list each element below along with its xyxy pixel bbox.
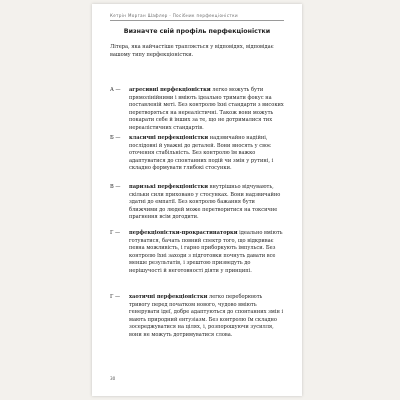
entry-text — [129, 87, 284, 133]
entry-text — [129, 230, 284, 276]
entry-text — [129, 135, 284, 173]
page-number: 30 — [110, 376, 116, 381]
entry-term: хаотичні перфекціоністки — [129, 294, 208, 300]
intro-paragraph: Літера, яка найчастіше трапляється у відповідях, відповідає вашому типу перфекціоністки. — [110, 44, 274, 58]
entry-description: легко переборюють тривогу перед початком нового, чудово вміють генерувати ідеї, добре адаптуються до спонтанних змін і мають природний ентузіазм. Без контролю їм складно зосереджуватися на цілях, і, розпорошуючи зусилля, вони не можуть дотримуватися слова. — [129, 294, 284, 338]
section-heading: Визначте свій профіль перфекціоністки — [123, 28, 271, 35]
entry-letter: А — — [110, 87, 121, 93]
entry-letter: В — — [110, 184, 121, 190]
entry-description: надзвичайно надійні, послідовні й уважні до деталей. Вони вносять у своє оточення стабільність. Без контролю їм важко адаптуватися до спонтанних подій чи змін у рутині, і складно формувати глибокі стосунки. — [129, 135, 274, 172]
entry-description: ідеально вміють готуватися, бачать повний спектр того, що відкриває певна можливість, і гарно приборкують імпульси. Без контролю їхні заходи з підготовки почнуть давати все менше результатів, і зрештою призведуть до нерішучості й неготовності діяти у принципі. — [129, 230, 283, 274]
entry-text — [129, 184, 284, 222]
entry-letter: Г — — [110, 294, 121, 300]
header-rule — [110, 20, 284, 21]
running-header: Кетрін Морган Шафлер · Посібник перфекціоністки — [110, 13, 238, 18]
entry-term: паризькі перфекціоністки — [129, 184, 208, 190]
entry-e — [110, 294, 284, 340]
entry-letter: Г — — [110, 230, 121, 236]
entry-term: перфекціоністки-прокрастинаторки — [129, 230, 238, 236]
entry-c — [110, 184, 284, 222]
entry-a — [110, 87, 284, 133]
entry-description: внутрішньо відчувають, скільки сили приховано у стосунках. Вони надзвичайно здатні до емпатії. Без контролю бажання бути ближчими до людей може перетворитися на токсичне прагнення всім догодити. — [129, 184, 281, 221]
entry-d — [110, 230, 284, 276]
entry-text — [129, 294, 284, 340]
entry-b — [110, 135, 284, 173]
entry-term: класичні перфекціоністки — [129, 135, 209, 141]
entry-description: легко можуть бути прямолінійними і вміють ідеально тримати фокус на поставленій меті. Без контролю їхні стандарти з високих перетворяться на нереалістичні. Також вони можуть покарати себе й інших за те, що не дотрималися тих нереалістичних стандартів. — [129, 87, 284, 131]
book-page — [92, 4, 302, 396]
entry-term: агресивні перфекціоністки — [129, 87, 211, 93]
entry-letter: Б — — [110, 135, 121, 141]
